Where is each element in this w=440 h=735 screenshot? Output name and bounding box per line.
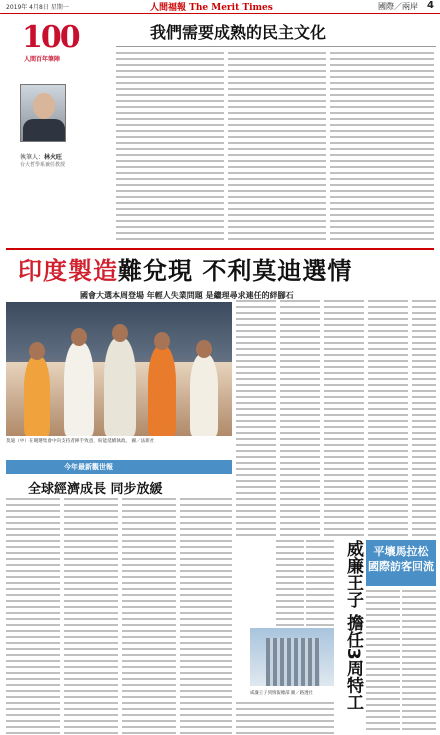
economy-text-column <box>180 498 232 734</box>
opinion-text-column <box>330 52 434 240</box>
photo-person-head <box>112 324 128 342</box>
author-prefix: 執筆人： <box>20 154 45 161</box>
photo-person <box>190 354 218 436</box>
royal-text-column <box>276 540 304 626</box>
royal-headline: 威廉王子 擔任3周特工 <box>343 540 363 711</box>
main-text-column <box>280 300 320 536</box>
marathon-headline-line1: 平壤馬拉松 <box>373 545 429 558</box>
masthead-logo: 人間福報 The Merit Times <box>150 3 273 13</box>
photo-person <box>64 342 94 436</box>
economy-headline: 全球經濟成長 同步放緩 <box>28 482 163 497</box>
photo-caption: 莫迪（中）在競選集會中向支持者揮手致意，盼能延續執政。 圖／法新社 <box>6 439 155 444</box>
main-text-column <box>324 300 364 536</box>
author-title: 台大哲學系兼任教授 <box>20 162 66 168</box>
section-name: 國際／兩岸 <box>378 2 418 11</box>
main-text-column <box>368 300 408 536</box>
rally-photo <box>6 302 232 436</box>
portrait-suit <box>23 119 65 142</box>
economy-text-column <box>122 498 176 734</box>
author-byline <box>20 152 62 161</box>
photo-person <box>104 338 136 436</box>
photo-person-head <box>71 328 87 346</box>
sidebar-strip-label: 今年最新觀世報 <box>64 463 113 471</box>
issue-date: 2019年 4月8日 星期一 <box>6 4 69 11</box>
page-number: 4 <box>427 0 434 11</box>
title-divider <box>116 46 436 47</box>
economy-text-column <box>6 498 60 734</box>
opinion-text-column <box>116 52 224 240</box>
headline-red-part: 印度製造 <box>18 257 118 285</box>
royal-text-column <box>236 702 334 734</box>
headline-black-part-1: 難兌現 <box>118 257 193 285</box>
photo-person-head <box>196 340 212 358</box>
main-text-column <box>236 300 276 536</box>
royal-text-column <box>306 540 334 626</box>
author-name: 林火旺 <box>44 154 63 161</box>
marathon-headline-box <box>366 540 436 586</box>
page-header <box>0 0 440 14</box>
column-logo-number: 100 <box>22 20 79 55</box>
photo-person <box>148 346 176 436</box>
main-text-column <box>412 300 436 536</box>
sidebar-strip <box>6 460 232 474</box>
marathon-headline <box>366 544 436 574</box>
marathon-text-column <box>366 590 400 734</box>
intelligence-building-photo <box>250 628 334 686</box>
photo-person <box>24 356 50 436</box>
main-subheadline: 國會大選本周登場 年輕人失業問題 是繼理尋求連任的絆腳石 <box>80 291 294 300</box>
headline-black-part-2: 不利莫迪選情 <box>202 257 353 285</box>
main-headline <box>18 251 352 286</box>
author-portrait <box>20 84 66 142</box>
main-headline-banner <box>6 248 434 285</box>
opinion-title: 我們需要成熟的民主文化 <box>150 23 327 42</box>
photo-person-head <box>154 332 170 350</box>
photo-person-head <box>29 342 45 360</box>
column-logo-caption: 人間百年筆陣 <box>24 56 61 63</box>
portrait-face <box>33 93 55 119</box>
column-logo <box>22 20 112 66</box>
opinion-text-column <box>228 52 326 240</box>
marathon-headline-line2: 國際訪客回流 <box>368 560 434 573</box>
building-photo-caption: 威廉王子到情報總部 圖／路透社 <box>250 691 313 696</box>
marathon-text-column <box>402 590 436 734</box>
building-facade <box>266 638 320 686</box>
economy-text-column <box>64 498 118 734</box>
